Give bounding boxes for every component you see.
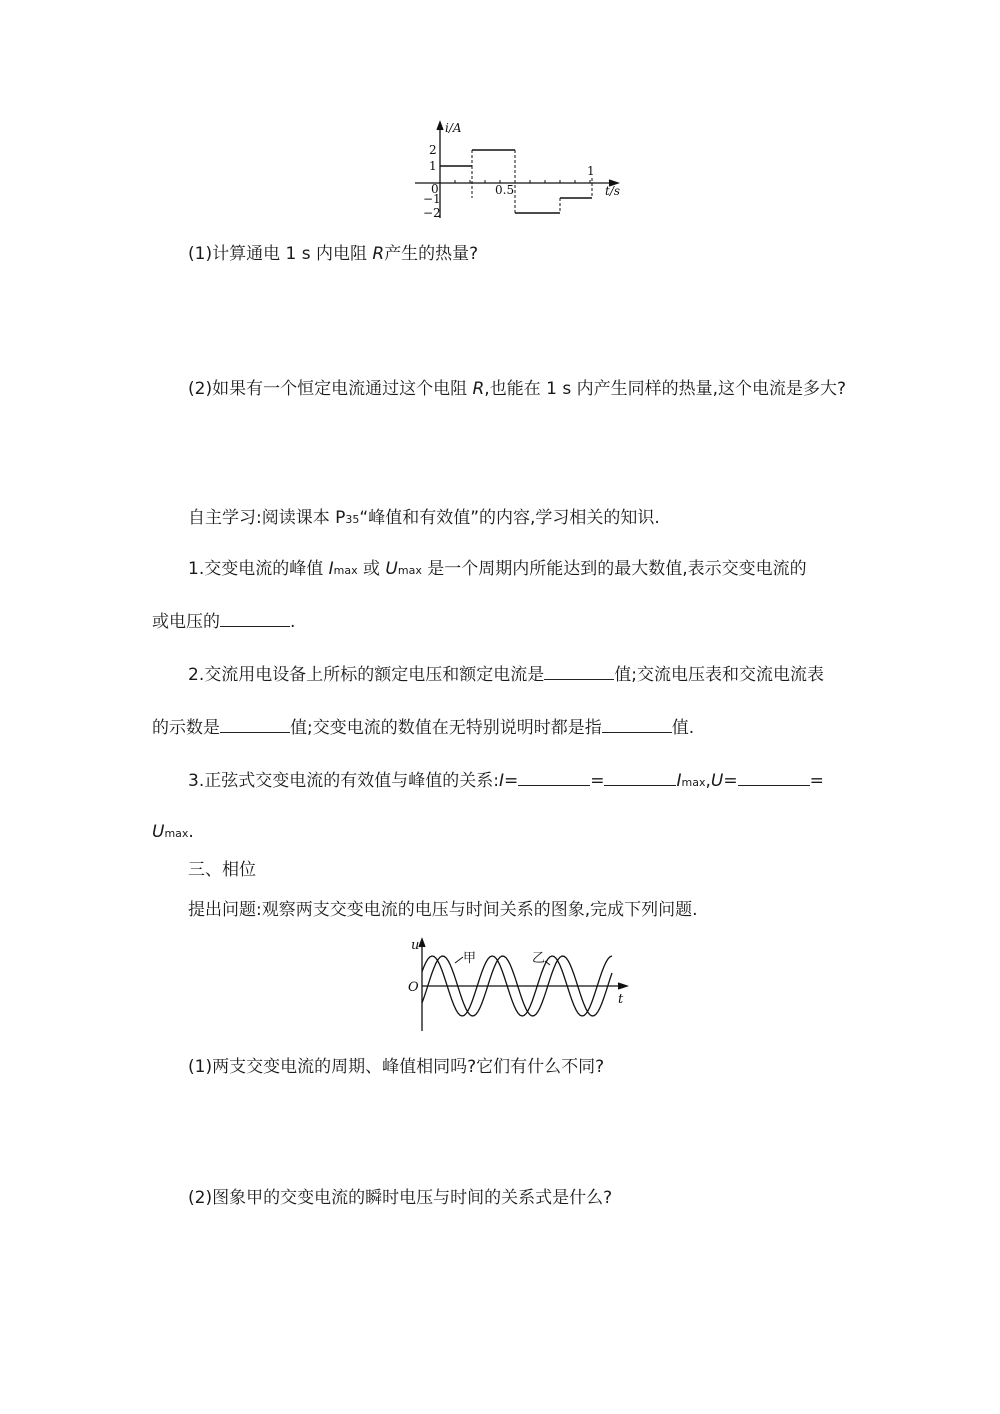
x-axis-label: t: [618, 992, 624, 1007]
self-study: 自主学习:阅读课本 P35“峰值和有效值”的内容,学习相关的知识.: [188, 508, 660, 528]
origin-label: O: [408, 980, 419, 995]
question-4: (2)图象甲的交变电流的瞬时电压与时间的关系式是什么?: [188, 1188, 613, 1208]
tick-label: −2: [423, 206, 441, 220]
tick-label: −1: [423, 192, 441, 206]
question-1: (1)计算通电 1 s 内电阻 R产生的热量?: [188, 244, 479, 264]
tick-label: 2: [429, 143, 437, 157]
y-axis-label: u: [411, 938, 420, 953]
x-axis-label: t/s: [605, 184, 621, 198]
tick-label: 1: [587, 164, 595, 178]
tick-label: 1: [429, 159, 437, 173]
series-label-jia: 甲: [463, 951, 477, 966]
item-2-cont: 的示数是 值;交变电流的数值在无特别说明时都是指 值.: [152, 718, 695, 738]
item-1-cont: 或电压的 .: [152, 612, 296, 632]
question-3: (1)两支交变电流的周期、峰值相同吗?它们有什么不同?: [188, 1057, 605, 1077]
item-2: 2.交流用电设备上所标的额定电压和额定电流是 值;交流电压表和交流电流表: [188, 665, 824, 685]
origin-label: 0: [431, 182, 439, 196]
phase-graph: [400, 935, 635, 1035]
question-2: (2)如果有一个恒定电流通过这个电阻 R,也能在 1 s 内产生同样的热量,这个电流是多大?: [188, 379, 847, 399]
series-label-yi: 乙: [532, 951, 546, 966]
item-3-cont: Umax.: [152, 822, 194, 842]
y-axis-label: i/A: [445, 121, 462, 135]
section-title: 三、相位: [188, 860, 256, 880]
current-time-graph: [405, 118, 635, 228]
tick-label: 0.5: [495, 183, 515, 197]
propose-question: 提出问题:观察两支交变电流的电压与时间关系的图象,完成下列问题.: [188, 900, 698, 920]
item-3: 3.正弦式交变电流的有效值与峰值的关系:I= = Imax,U= =: [188, 771, 824, 791]
item-1: 1.交变电流的峰值 Imax 或 Umax 是一个周期内所能达到的最大数值,表示交变电流的: [188, 559, 807, 579]
